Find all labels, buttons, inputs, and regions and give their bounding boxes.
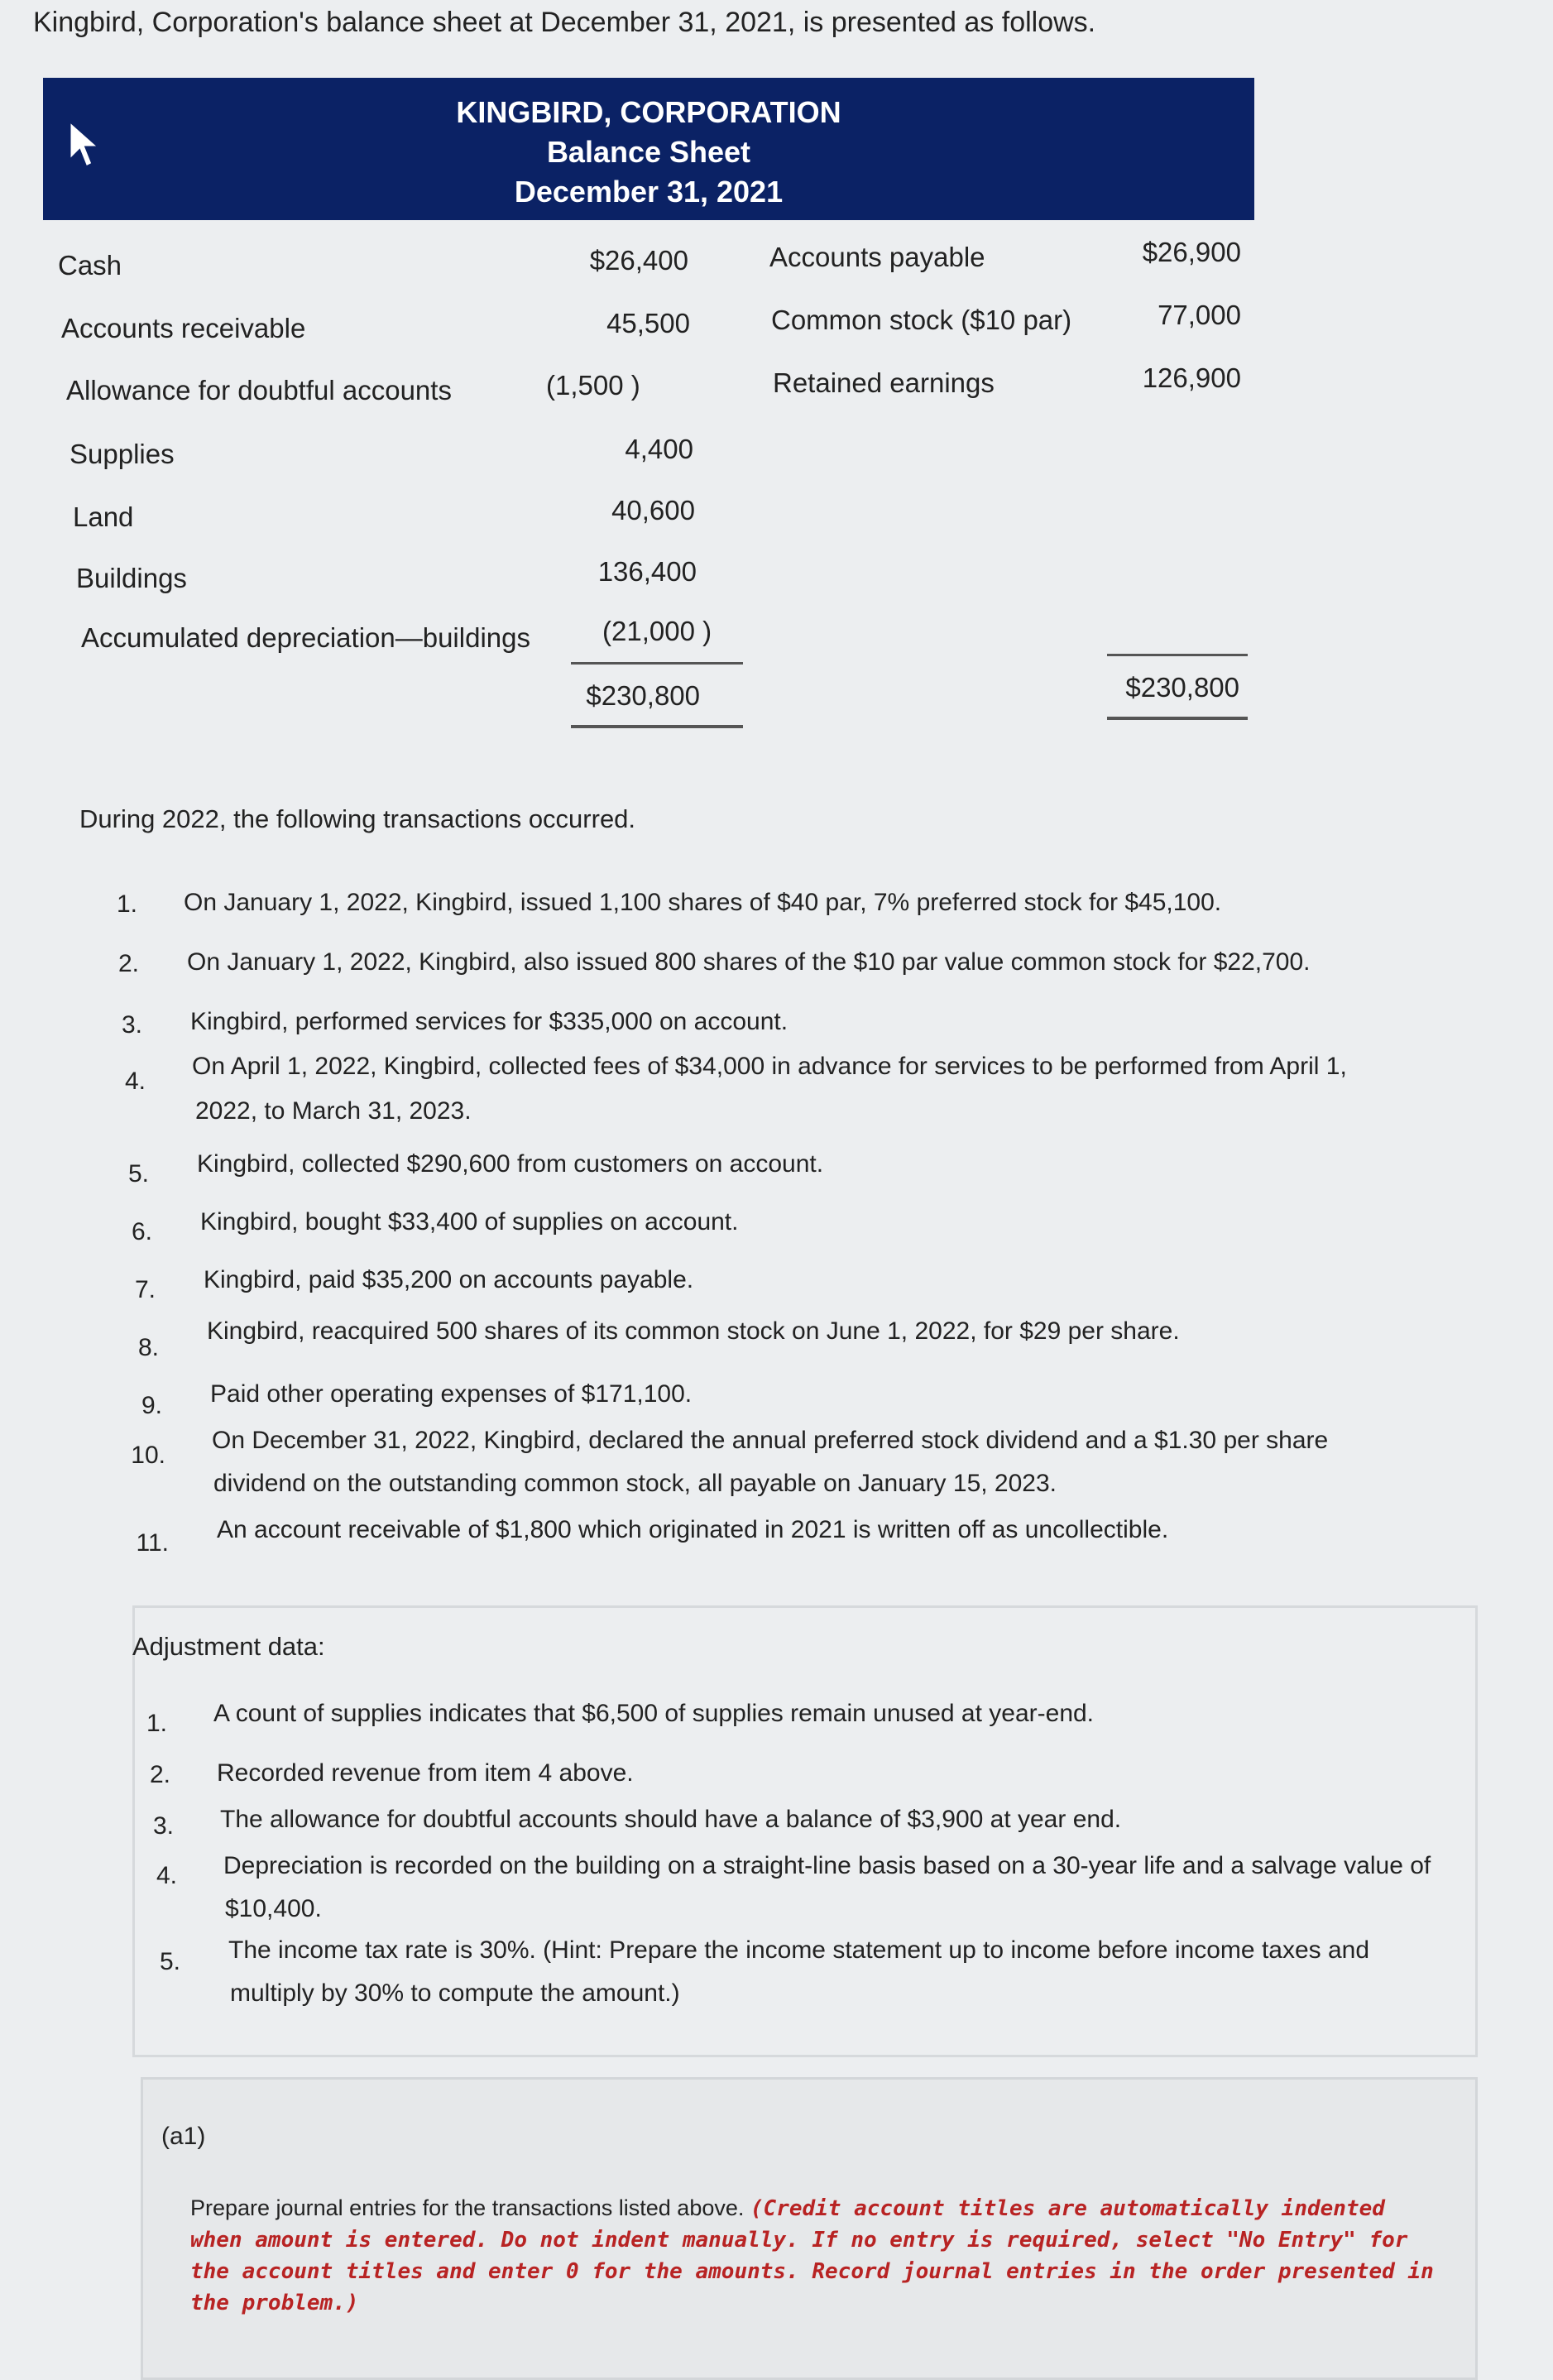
asset-value-land: 40,600 xyxy=(611,495,695,525)
adjustment-title: Adjustment data: xyxy=(132,1632,325,1661)
transaction-text: Kingbird, paid $35,200 on accounts payable. xyxy=(204,1266,694,1293)
asset-value-supplies: 4,400 xyxy=(625,434,693,464)
transaction-number: 10. xyxy=(131,1442,165,1469)
transaction-text: Kingbird, bought $33,400 of supplies on account. xyxy=(200,1208,739,1236)
transaction-text-continued: 2022, to March 31, 2023. xyxy=(195,1097,472,1125)
asset-label-cash: Cash xyxy=(58,250,122,281)
asset-label-accumulated-depreciation: Accumulated depreciation—buildings xyxy=(81,622,530,653)
transaction-text: Kingbird, reacquired 500 shares of its common stock on June 1, 2022, for $29 per share. xyxy=(207,1317,1180,1345)
asset-value-cash: $26,400 xyxy=(589,245,688,276)
asset-value-allowance: (1,500 ) xyxy=(546,370,640,401)
equity-label-retained-earnings: Retained earnings xyxy=(773,367,995,398)
equity-value-retained-earnings: 126,900 xyxy=(1142,362,1241,393)
statement-date: December 31, 2021 xyxy=(514,175,784,209)
instructions xyxy=(190,2193,1448,2319)
adjustment-number: 5. xyxy=(159,1948,180,1975)
liabilities-total: $230,800 xyxy=(1125,672,1239,703)
transaction-text: Kingbird, collected $290,600 from customers on account. xyxy=(197,1150,824,1178)
adjustment-text: A count of supplies indicates that $6,500 of supplies remain unused at year-end. xyxy=(213,1700,1095,1727)
pointer-cursor-icon xyxy=(65,118,108,170)
adjustment-text: The allowance for doubtful accounts should have a balance of $3,900 at year end. xyxy=(220,1806,1122,1833)
asset-value-accounts-receivable: 45,500 xyxy=(606,308,690,338)
transaction-text: On April 1, 2022, Kingbird, collected fees of $34,000 in advance for services to be performed from April 1, xyxy=(192,1053,1347,1080)
adjustment-number: 4. xyxy=(156,1862,177,1889)
balance-sheet-header xyxy=(43,78,1254,220)
assets-subtotal-rule xyxy=(571,662,743,665)
intro-text: Kingbird, Corporation's balance sheet at December 31, 2021, is presented as follows. xyxy=(33,7,1096,38)
transaction-number: 8. xyxy=(137,1334,159,1361)
liabilities-total-double-rule xyxy=(1107,717,1248,720)
equity-label-common-stock: Common stock ($10 par) xyxy=(771,305,1072,335)
adjustment-number: 3. xyxy=(152,1812,174,1840)
transaction-text: On January 1, 2022, Kingbird, also issued 800 shares of the $10 par value common stock for $22,700. xyxy=(187,948,1311,976)
part-label: (a1) xyxy=(161,2123,206,2150)
transaction-number: 9. xyxy=(141,1392,162,1419)
adjustment-text: The income tax rate is 30%. (Hint: Prepare the income statement up to income before income taxes and xyxy=(228,1936,1370,1964)
transaction-number: 2. xyxy=(117,950,139,977)
instruction-note: (Credit account titles are automatically indented when amount is entered. Do not indent manually. If no entry is required, select "No Entry" for the account titles and enter 0 for the amounts. Record journal entries in the order presented in the problem.) xyxy=(190,2196,1434,2315)
asset-label-land: Land xyxy=(73,501,134,532)
statement-name: Balance Sheet xyxy=(546,135,751,169)
liabilities-subtotal-rule xyxy=(1107,654,1248,656)
transaction-text: On December 31, 2022, Kingbird, declared the annual preferred stock dividend and a $1.30 per share xyxy=(212,1427,1329,1454)
assets-total: $230,800 xyxy=(586,680,700,711)
adjustment-text-continued: multiply by 30% to compute the amount.) xyxy=(230,1979,680,2007)
asset-label-allowance: Allowance for doubtful accounts xyxy=(66,375,452,405)
asset-value-buildings: 136,400 xyxy=(597,556,697,587)
asset-value-accumulated-depreciation: (21,000 ) xyxy=(602,616,712,646)
transaction-text: An account receivable of $1,800 which originated in 2021 is written off as uncollectible. xyxy=(217,1516,1169,1543)
equity-value-common-stock: 77,000 xyxy=(1158,300,1241,330)
adjustment-number: 2. xyxy=(149,1761,170,1788)
liability-label-accounts-payable: Accounts payable xyxy=(769,242,985,272)
transaction-number: 6. xyxy=(131,1218,152,1245)
company-name: KINGBIRD, CORPORATION xyxy=(456,95,841,129)
adjustment-number: 1. xyxy=(146,1710,167,1737)
transaction-text: Paid other operating expenses of $171,100. xyxy=(210,1380,693,1408)
instruction-plain: Prepare journal entries for the transactions listed above. xyxy=(190,2195,745,2220)
transactions-intro: During 2022, the following transactions occurred. xyxy=(79,804,636,833)
transaction-number: 4. xyxy=(124,1068,146,1095)
transaction-text: Kingbird, performed services for $335,000 on account. xyxy=(190,1008,788,1035)
transaction-number: 5. xyxy=(127,1160,149,1188)
adjustment-text: Depreciation is recorded on the building on a straight-line basis based on a 30-year life and a salvage value of xyxy=(223,1852,1431,1879)
assets-total-double-rule xyxy=(571,725,743,728)
asset-label-buildings: Buildings xyxy=(76,563,187,593)
transaction-number: 3. xyxy=(121,1011,142,1039)
transaction-text: On January 1, 2022, Kingbird, issued 1,100 shares of $40 par, 7% preferred stock for $45,100. xyxy=(184,889,1222,916)
adjustment-text: Recorded revenue from item 4 above. xyxy=(217,1759,634,1787)
asset-label-supplies: Supplies xyxy=(70,439,175,469)
transaction-text-continued: dividend on the outstanding common stock, all payable on January 15, 2023. xyxy=(213,1470,1057,1497)
adjustment-text-continued: $10,400. xyxy=(225,1895,322,1922)
transaction-number: 7. xyxy=(134,1276,156,1303)
transaction-number: 1. xyxy=(116,890,137,918)
transaction-number: 11. xyxy=(136,1529,169,1557)
asset-label-accounts-receivable: Accounts receivable xyxy=(61,313,306,343)
liability-value-accounts-payable: $26,900 xyxy=(1142,237,1241,267)
